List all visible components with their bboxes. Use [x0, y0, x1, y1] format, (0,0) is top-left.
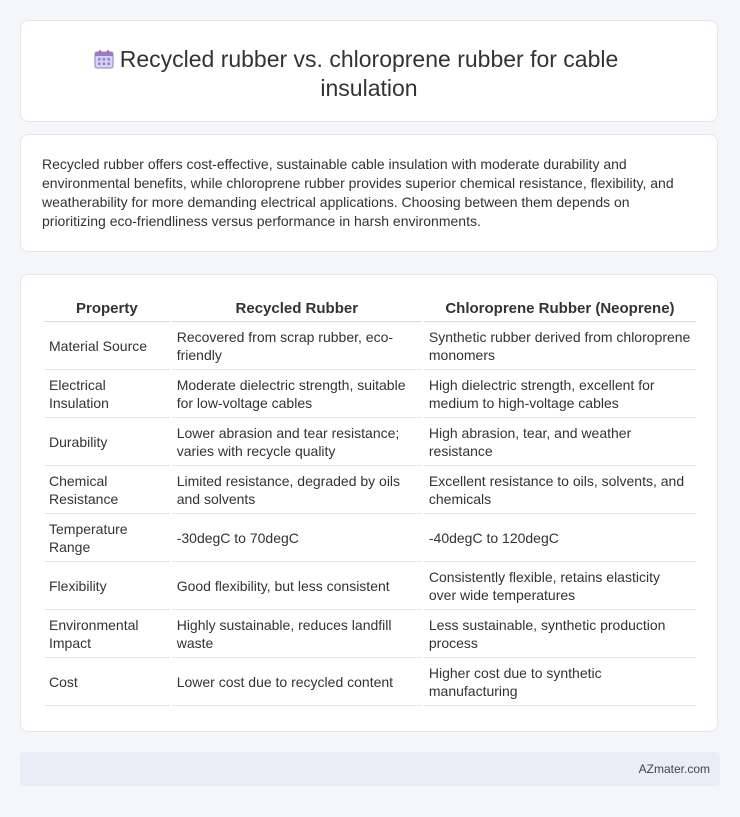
recycled-cell: Good flexibility, but less consistent: [172, 562, 422, 610]
page-title-line-2: insulation: [320, 75, 418, 101]
comparison-table: [42, 295, 698, 706]
property-cell: Electrical Insulation: [44, 370, 170, 418]
footer-brand: AZmater.com: [638, 762, 710, 776]
table-row: [44, 658, 696, 706]
recycled-cell: Lower abrasion and tear resistance; varies with recycle quality: [172, 418, 422, 466]
header-chloroprene-rubber: Chloroprene Rubber (Neoprene): [424, 295, 696, 322]
intro-card: [20, 134, 718, 252]
chloroprene-cell: Less sustainable, synthetic production process: [424, 610, 696, 658]
table-row: [44, 322, 696, 370]
table-row: [44, 370, 696, 418]
table-row: [44, 610, 696, 658]
header-property: Property: [44, 295, 170, 322]
table-row: [44, 418, 696, 466]
table-row: [44, 562, 696, 610]
recycled-cell: Limited resistance, degraded by oils and solvents: [172, 466, 422, 514]
recycled-cell: Lower cost due to recycled content: [172, 658, 422, 706]
recycled-cell: Recovered from scrap rubber, eco-friendly: [172, 322, 422, 370]
property-cell: Flexibility: [44, 562, 170, 610]
title-card: [20, 20, 718, 122]
recycled-cell: Highly sustainable, reduces landfill waste: [172, 610, 422, 658]
property-cell: Material Source: [44, 322, 170, 370]
comparison-card: [20, 274, 718, 732]
page-title: [21, 45, 717, 103]
property-cell: Durability: [44, 418, 170, 466]
recycled-cell: -30degC to 70degC: [172, 514, 422, 562]
table-header-row: [44, 295, 696, 322]
chloroprene-cell: High abrasion, tear, and weather resistance: [424, 418, 696, 466]
property-cell: Environmental Impact: [44, 610, 170, 658]
page-title-line-1: Recycled rubber vs. chloroprene rubber for cable: [119, 46, 619, 72]
table-row: [44, 514, 696, 562]
table-row: [44, 466, 696, 514]
chloroprene-cell: Excellent resistance to oils, solvents, and chemicals: [424, 466, 696, 514]
header-recycled-rubber: Recycled Rubber: [172, 295, 422, 322]
property-cell: Temperature Range: [44, 514, 170, 562]
chloroprene-cell: -40degC to 120degC: [424, 514, 696, 562]
chloroprene-cell: Consistently flexible, retains elasticity over wide temperatures: [424, 562, 696, 610]
intro-paragraph: Recycled rubber offers cost-effective, sustainable cable insulation with moderate durability and environmental benefits, while chloroprene rubber provides superior chemical resistance, flexibility, and weatherability for more demanding electrical applications. Choosing between them depends on prioritizing eco-friendliness versus performance in harsh environments.: [42, 156, 674, 229]
footer-bar: [20, 752, 720, 786]
property-cell: Cost: [44, 658, 170, 706]
chloroprene-cell: Synthetic rubber derived from chloroprene monomers: [424, 322, 696, 370]
chloroprene-cell: High dielectric strength, excellent for medium to high-voltage cables: [424, 370, 696, 418]
property-cell: Chemical Resistance: [44, 466, 170, 514]
recycled-cell: Moderate dielectric strength, suitable for low-voltage cables: [172, 370, 422, 418]
chloroprene-cell: Higher cost due to synthetic manufacturing: [424, 658, 696, 706]
